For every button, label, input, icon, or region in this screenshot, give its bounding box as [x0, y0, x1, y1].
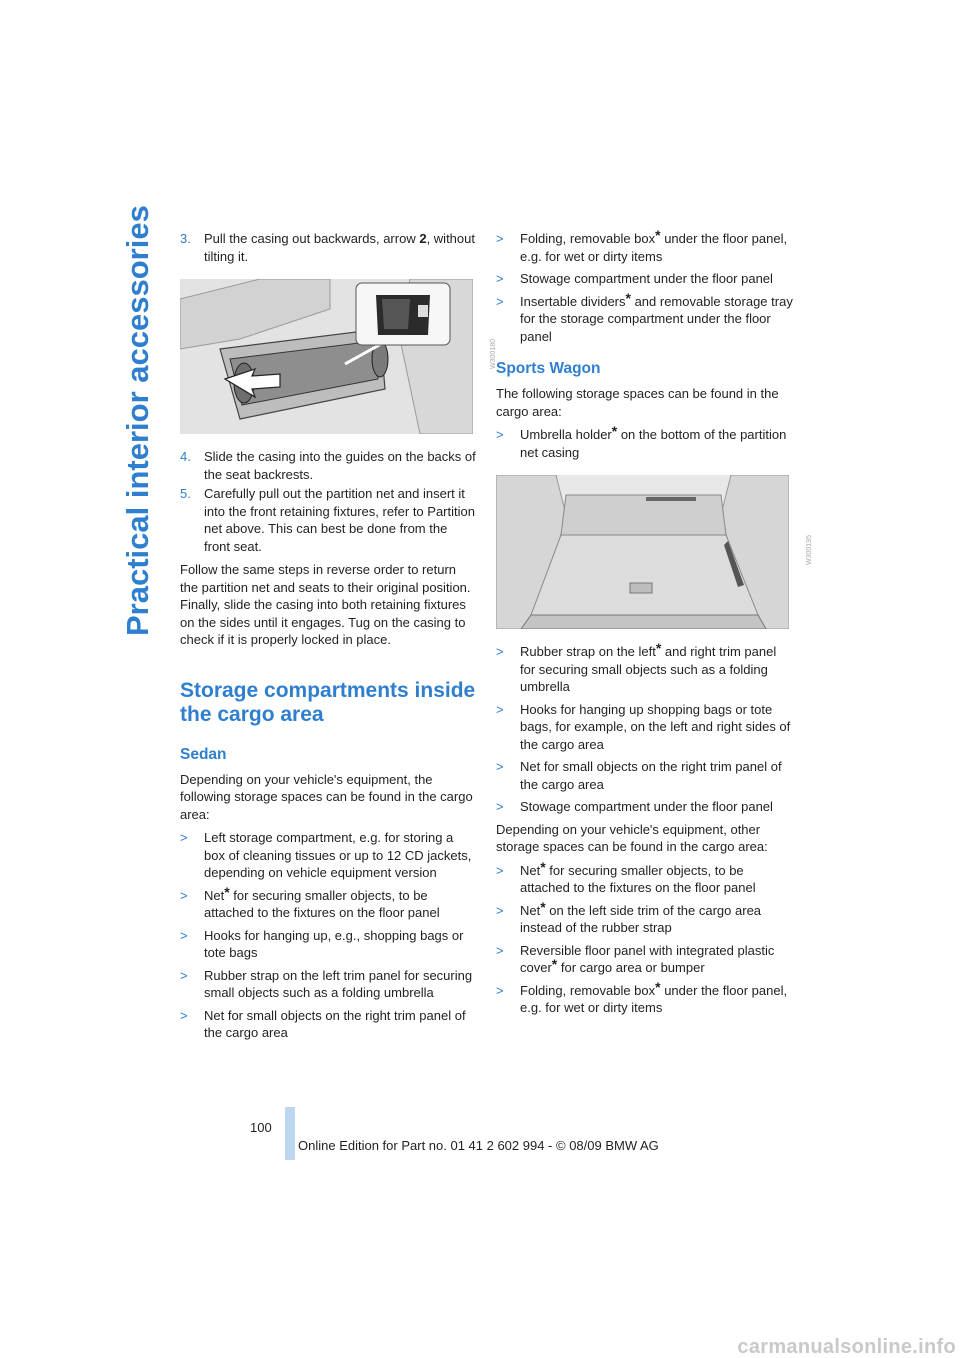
wagon-storage-first-item — [496, 423, 794, 461]
optional-equipment-asterisk: * — [625, 289, 631, 306]
step-text: Slide the casing into the guides on the backs of the seat backrests. — [204, 449, 476, 482]
list-item — [496, 640, 794, 696]
page-number: 100 — [250, 1120, 272, 1135]
list-item-text: Hooks for hanging up, e.g., shopping bags or tote bags — [204, 927, 464, 960]
list-item — [180, 883, 476, 922]
wagon-storage-list — [496, 640, 794, 816]
list-item-text: Folding, removable box* under the floor panel, e.g. for wet or dirty items — [520, 978, 788, 1015]
list-item — [496, 898, 794, 937]
list-item — [496, 227, 794, 265]
optional-equipment-asterisk: * — [611, 423, 618, 439]
step-3 — [180, 230, 476, 265]
other-storage-intro: Depending on your vehicle's equipment, other storage spaces can be found in the cargo area: — [496, 821, 768, 854]
list-item-text: Net* on the left side trim of the cargo area instead of the rubber strap — [520, 898, 762, 935]
casing-removal-figure — [180, 279, 497, 434]
bullet-marker: > — [180, 1007, 188, 1023]
chapter-title-text: Practical interior accessories — [120, 205, 155, 636]
bullet-marker: > — [496, 644, 504, 659]
optional-equipment-asterisk: * — [551, 956, 558, 972]
casing-illustration — [180, 279, 473, 434]
bullet-marker: > — [180, 887, 188, 903]
bullet-marker: > — [496, 271, 504, 286]
list-item-text: Stowage compartment under the floor panel — [520, 799, 773, 814]
bullet-marker: > — [496, 701, 504, 717]
step-number: 5. — [180, 486, 191, 501]
list-item-text: Rubber strap on the left trim panel for securing small objects such as a folding umbrella — [204, 967, 473, 1000]
list-item-text: Reversible floor panel with integrated plastic cover* for cargo area or bumper — [520, 942, 775, 975]
list-item-text: Stowage compartment under the floor panel — [520, 271, 773, 286]
step-number: 4. — [180, 449, 191, 464]
optional-equipment-asterisk: * — [224, 883, 230, 900]
bullet-marker: > — [496, 942, 504, 958]
list-item — [180, 1007, 476, 1042]
arrow-number: 2 — [419, 231, 427, 246]
list-item — [180, 829, 476, 882]
sedan-intro: Depending on your vehicle's equipment, the following storage spaces can be found in the cargo area: — [180, 771, 473, 822]
return-paragraph: Follow the same steps in reverse order to return the partition net and seats to their original position. Finally, slide the casing into both retaining fixtures on the sides until it engages. Tug on the casing to check if it is properly locked in place. — [180, 562, 471, 647]
bullet-marker: > — [496, 293, 504, 309]
list-item — [496, 758, 794, 793]
section-heading: Storage compartments inside the cargo area — [180, 678, 476, 726]
bullet-marker: > — [180, 830, 188, 845]
figure-code: W300195 — [806, 535, 813, 565]
cargo-area-illustration — [496, 475, 789, 629]
step-text: Pull the casing out backwards, arrow 2, without tilting it. — [204, 231, 475, 264]
list-item — [496, 858, 794, 897]
list-item — [496, 978, 794, 1017]
bullet-marker: > — [496, 902, 504, 918]
step-5 — [180, 485, 476, 555]
list-item-text: Umbrella holder* on the bottom of the partition net casing — [520, 423, 787, 460]
bullet-marker: > — [180, 967, 188, 983]
list-item-text: Net* for securing smaller objects, to be attached to the fixtures on the floor panel — [204, 883, 440, 920]
footer-accent-bar — [285, 1107, 295, 1160]
optional-equipment-asterisk: * — [655, 640, 662, 656]
list-item-text: Left storage compartment, e.g. for storing a box of cleaning tissues or up to 12 CD jackets, depending on vehicle equipment version — [204, 830, 472, 880]
chapter-side-title — [118, 205, 162, 676]
list-item-text: Hooks for hanging up shopping bags or tote bags, for example, on the left and right sides of the cargo area — [520, 701, 791, 752]
other-storage-list — [496, 858, 794, 1017]
left-column — [180, 230, 497, 1047]
step-4 — [180, 448, 476, 483]
list-item — [180, 967, 476, 1002]
list-item — [496, 423, 794, 461]
bullet-marker: > — [496, 799, 504, 814]
optional-equipment-asterisk: * — [540, 858, 546, 875]
optional-equipment-asterisk: * — [540, 898, 546, 915]
step-number: 3. — [180, 231, 191, 246]
step-text: Carefully pull out the partition net and insert it into the front retaining fixtures, refer to Partition net above. This can best be done from the front seat. — [204, 486, 475, 554]
bullet-marker: > — [496, 982, 504, 998]
bullet-marker: > — [496, 427, 504, 442]
bullet-marker: > — [496, 231, 504, 246]
list-item-text: Net for small objects on the right trim panel of the cargo area — [520, 759, 782, 792]
list-item — [496, 942, 794, 977]
right-column — [496, 227, 813, 1022]
sedan-storage-list — [180, 829, 476, 1042]
list-item — [496, 270, 794, 288]
list-item — [180, 927, 476, 962]
list-item-text: Net for small objects on the right trim panel of the cargo area — [204, 1007, 466, 1040]
optional-equipment-asterisk: * — [655, 978, 661, 995]
cargo-area-figure — [496, 475, 813, 629]
list-item — [496, 798, 794, 816]
watermark: carmanualsonline.info — [737, 1335, 956, 1358]
figure-code: W300180 — [490, 339, 497, 369]
subsection-heading-sedan: Sedan — [180, 745, 227, 763]
bullet-marker: > — [180, 927, 188, 943]
wagon-intro: The following storage spaces can be found in the cargo area: — [496, 386, 779, 419]
list-item — [496, 701, 794, 754]
list-item-text: Net* for securing smaller objects, to be attached to the fixtures on the floor panel — [520, 858, 756, 895]
list-item-text: Folding, removable box* under the floor panel, e.g. for wet or dirty items — [520, 227, 788, 264]
optional-equipment-asterisk: * — [655, 227, 661, 243]
list-item — [496, 289, 794, 346]
sedan-storage-list-continued — [496, 227, 794, 345]
bullet-marker: > — [496, 759, 504, 774]
subsection-heading-wagon: Sports Wagon — [496, 360, 601, 377]
bullet-marker: > — [496, 862, 504, 878]
list-item-text: Insertable dividers* and removable storage tray for the storage compartment under the floor panel — [520, 289, 793, 344]
list-item-text: Rubber strap on the left* and right trim panel for securing small objects such as a folding umbrella — [520, 640, 777, 694]
online-edition-note: Online Edition for Part no. 01 41 2 602 994 - © 08/09 BMW AG — [298, 1138, 659, 1153]
